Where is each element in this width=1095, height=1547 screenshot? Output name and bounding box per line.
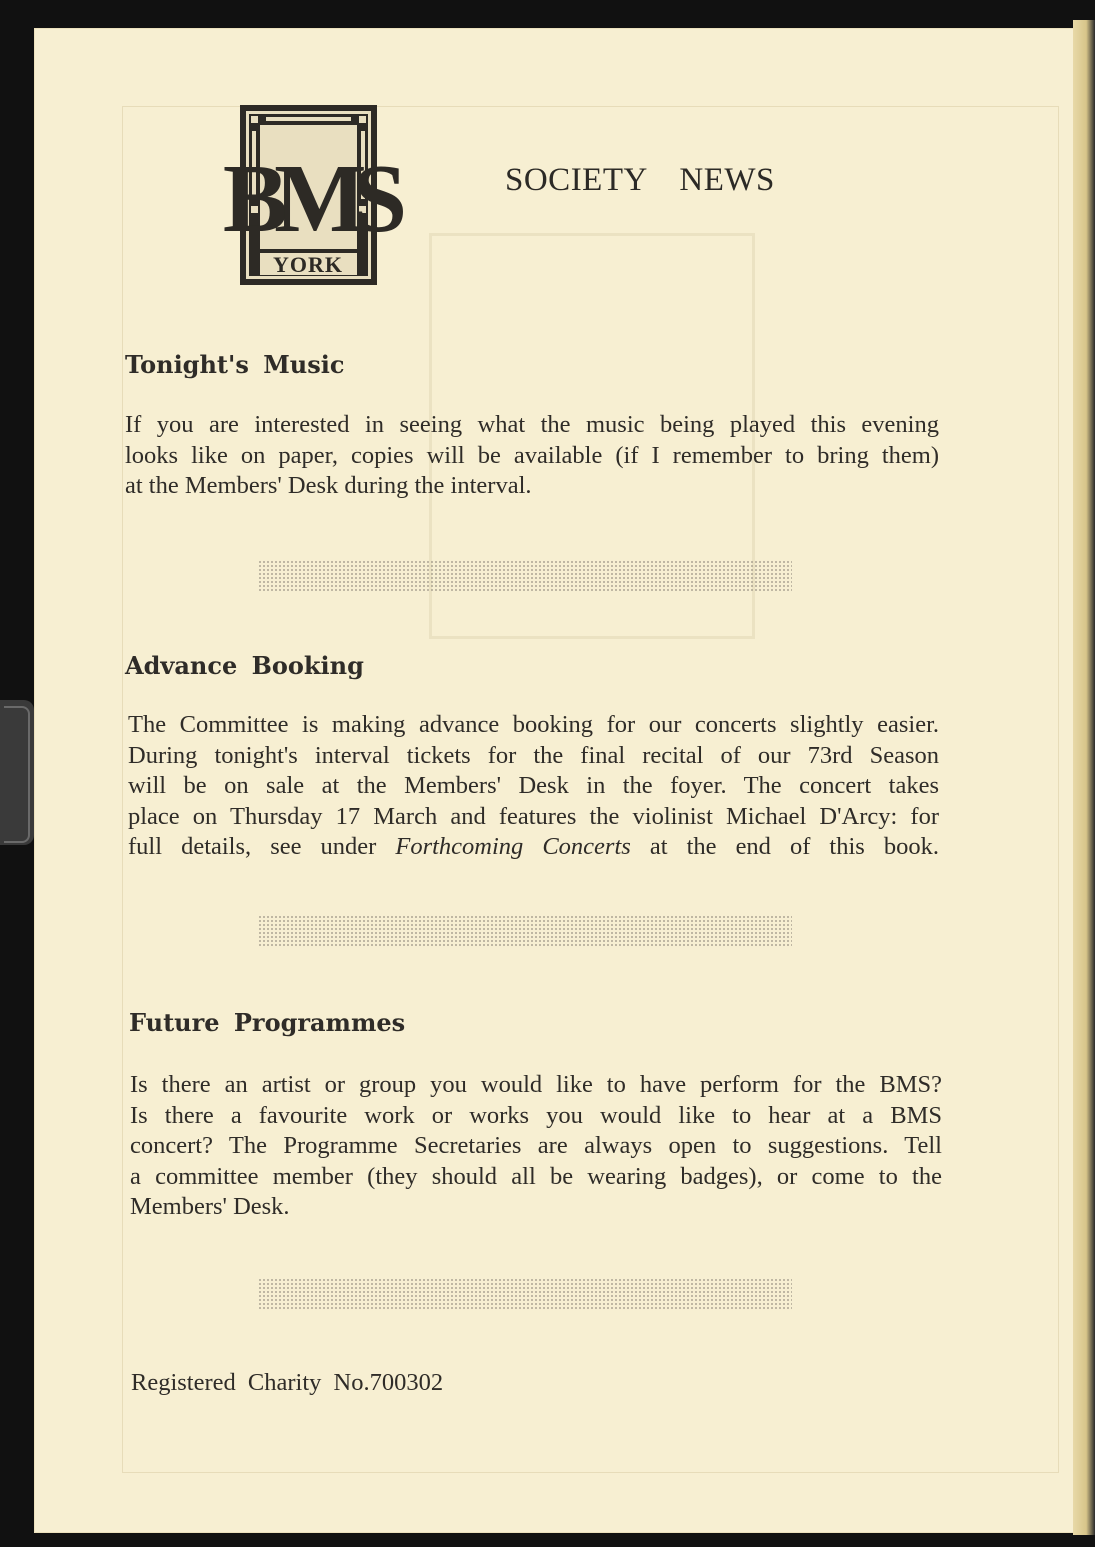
body-line: a committee member (they should all be wearing badges), or come to the — [130, 1162, 942, 1190]
section-heading-future-programmes: Future Programmes — [129, 1008, 406, 1037]
logo-place: YORK — [273, 252, 343, 277]
body-line: Is there an artist or group you would like to have perform for the BMS? — [130, 1071, 942, 1098]
body-text: at the end of this book. — [649, 833, 940, 860]
body-line: at the Members' Desk during the interval. — [125, 472, 532, 499]
body-text: full details, see under — [128, 833, 377, 860]
binding-clip — [0, 700, 34, 845]
dotted-divider — [258, 560, 792, 592]
body-line: concert? The Programme Secretaries are always open to suggestions. Tell — [130, 1132, 942, 1159]
page-edge — [1073, 20, 1095, 1535]
body-line: If you are interested in seeing what the music being played this evening — [125, 411, 939, 438]
body-line: During tonight's interval tickets for the final recital of our 73rd Season — [128, 741, 939, 769]
charity-number: Registered Charity No.700302 — [131, 1369, 444, 1396]
section-heading-advance-booking: Advance Booking — [125, 651, 364, 680]
page-title: SOCIETY NEWS — [505, 162, 775, 198]
section-body-tonights-music — [125, 410, 939, 502]
body-line — [128, 832, 939, 863]
body-line: place on Thursday 17 March and features the violinist Michael D'Arcy: for — [128, 802, 939, 830]
body-line: will be on sale at the Members' Desk in the foyer. The concert takes — [128, 772, 939, 799]
logo-monogram: BMS — [222, 145, 394, 253]
dotted-divider — [258, 915, 792, 947]
body-line: Is there a favourite work or works you would like to hear at a BMS — [130, 1101, 942, 1129]
body-line: The Committee is making advance booking for our concerts slightly easier. — [128, 711, 939, 738]
forthcoming-concerts-reference: Forthcoming Concerts — [395, 833, 631, 860]
section-body-future-programmes — [130, 1070, 942, 1223]
bms-york-logo — [222, 103, 394, 287]
section-body-advance-booking — [128, 710, 939, 863]
dotted-divider — [258, 1278, 792, 1310]
body-line: Members' Desk. — [130, 1193, 290, 1220]
body-line: looks like on paper, copies will be available (if I remember to bring them) — [125, 441, 939, 469]
section-heading-tonights-music: Tonight's Music — [125, 350, 345, 379]
